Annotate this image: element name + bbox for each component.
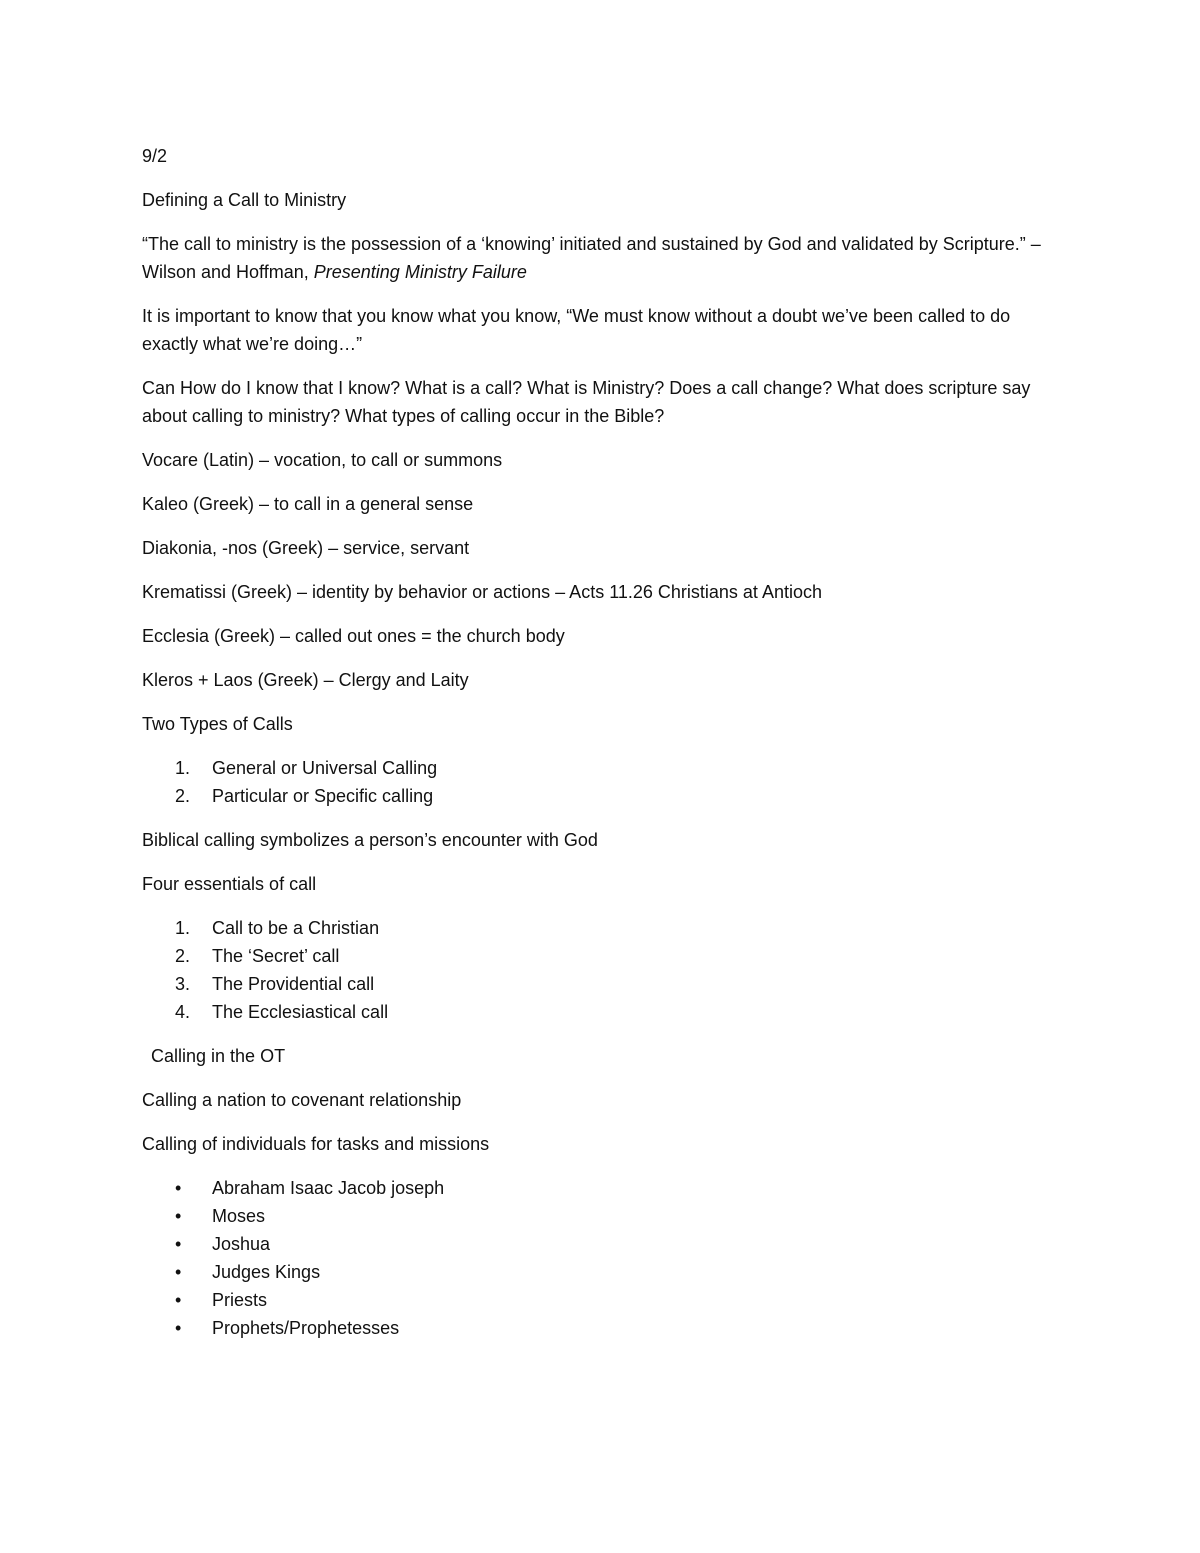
list-item [142, 1258, 1042, 1286]
bullet-icon: • [175, 1234, 182, 1254]
list-item-text: Joshua [212, 1234, 271, 1254]
list-item [142, 914, 1042, 942]
list-number: 2. [175, 786, 191, 806]
term-kaleo: Kaleo (Greek) – to call in a general sense [142, 494, 474, 514]
quote-text: “The call to ministry is the possession of a ‘knowing’ initiated and sustained by God and validated by Scripture.” – Wilson and Hoffman, [142, 234, 1041, 282]
list-item [142, 1314, 1042, 1342]
term-kleros-laos: Kleros + Laos (Greek) – Clergy and Laity [142, 670, 469, 690]
two-types-list [142, 754, 1042, 810]
list-item [142, 754, 1042, 782]
list-number: 3. [175, 974, 191, 994]
list-item [142, 782, 1042, 810]
list-number: 2. [175, 946, 191, 966]
calling-nation-line: Calling a nation to covenant relationship [142, 1090, 462, 1110]
bullet-icon: • [175, 1318, 182, 1338]
list-item-text: Priests [212, 1290, 268, 1310]
list-item-text: Abraham Isaac Jacob joseph [212, 1178, 445, 1198]
list-item [142, 998, 1042, 1026]
bullet-icon: • [175, 1290, 182, 1310]
list-item-text: Particular or Specific calling [212, 786, 434, 806]
know-paragraph: It is important to know that you know what you know, “We must know without a doubt we’ve been called to do exactly what we’re doing…” [142, 306, 1011, 354]
list-item [142, 1230, 1042, 1258]
document-title: Defining a Call to Ministry [142, 190, 347, 210]
term-krematissi: Krematissi (Greek) – identity by behavior or actions – Acts 11.26 Christians at Antioch [142, 582, 822, 602]
four-essentials-heading: Four essentials of call [142, 874, 317, 894]
list-item-text: General or Universal Calling [212, 758, 438, 778]
calling-ot-heading: Calling in the OT [151, 1046, 286, 1066]
term-vocare: Vocare (Latin) – vocation, to call or summons [142, 450, 503, 470]
quote-paragraph [142, 230, 1042, 286]
term-diakonia: Diakonia, -nos (Greek) – service, servant [142, 538, 470, 558]
bullet-icon: • [175, 1178, 182, 1198]
list-item [142, 1202, 1042, 1230]
list-item [142, 1174, 1042, 1202]
document-body [142, 142, 1042, 1358]
list-item [142, 942, 1042, 970]
date-line: 9/2 [142, 146, 168, 166]
list-number: 4. [175, 1002, 191, 1022]
biblical-calling-line: Biblical calling symbolizes a person’s encounter with God [142, 830, 598, 850]
bullet-icon: • [175, 1262, 182, 1282]
list-item-text: The ‘Secret’ call [212, 946, 340, 966]
list-item-text: Prophets/Prophetesses [212, 1318, 400, 1338]
two-types-heading: Two Types of Calls [142, 714, 293, 734]
calling-individuals-line: Calling of individuals for tasks and missions [142, 1134, 490, 1154]
list-item-text: Call to be a Christian [212, 918, 380, 938]
term-ecclesia: Ecclesia (Greek) – called out ones = the church body [142, 626, 565, 646]
four-essentials-list [142, 914, 1042, 1026]
individuals-list [142, 1174, 1042, 1342]
bullet-icon: • [175, 1206, 182, 1226]
list-item [142, 970, 1042, 998]
list-item [142, 1286, 1042, 1314]
list-item-text: Judges Kings [212, 1262, 321, 1282]
list-number: 1. [175, 918, 191, 938]
list-item-text: Moses [212, 1206, 266, 1226]
list-item-text: The Ecclesiastical call [212, 1002, 389, 1022]
list-number: 1. [175, 758, 191, 778]
list-item-text: The Providential call [212, 974, 375, 994]
quote-source: Presenting Ministry Failure [313, 262, 527, 282]
questions-paragraph: Can How do I know that I know? What is a call? What is Ministry? Does a call change? What does scripture say about calling to ministry? What types of calling occur in the Bible? [142, 378, 1031, 426]
